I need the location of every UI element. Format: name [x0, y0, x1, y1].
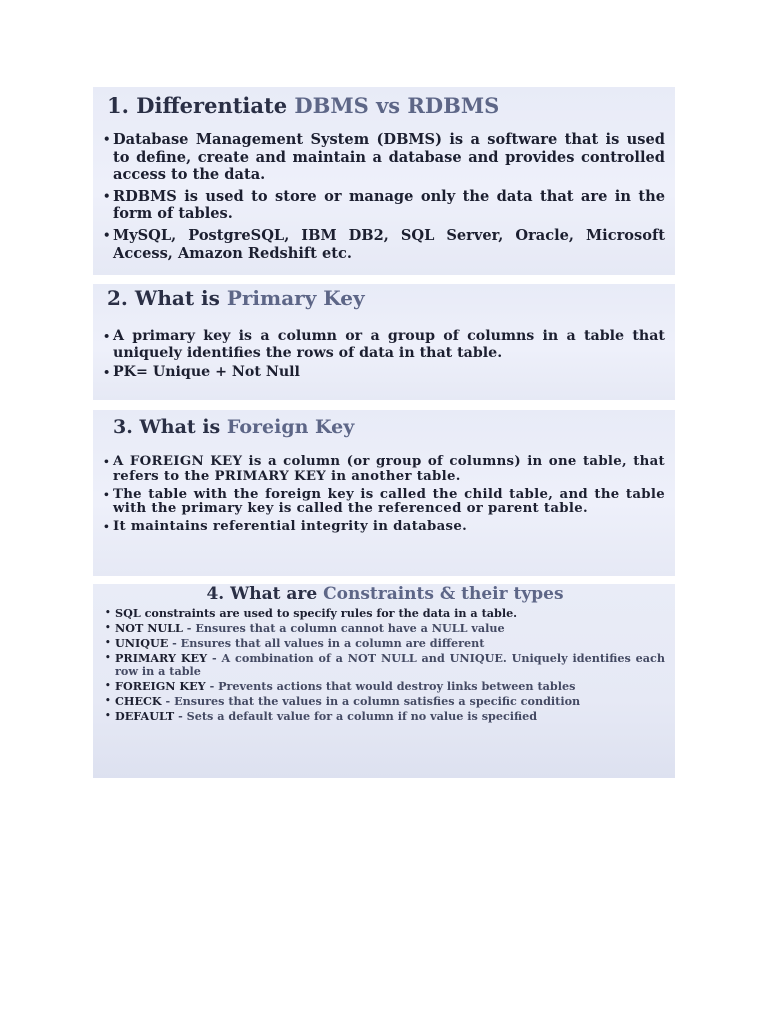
slide-title	[107, 91, 665, 121]
constraint-term: CHECK	[115, 694, 162, 708]
bullet-text: MySQL, PostgreSQL, IBM DB2, SQL Server, Oracle, Microsoft Access, Amazon Redshift etc.	[113, 226, 665, 262]
slide-title	[105, 584, 665, 604]
bullet-icon: •	[103, 329, 111, 343]
slide-primary-key	[93, 284, 675, 400]
bullet-item	[103, 519, 665, 535]
bullet-item	[103, 364, 665, 381]
bullet-item	[105, 636, 665, 650]
slide-title	[113, 413, 665, 441]
title-number: 1.	[107, 93, 129, 118]
bullet-icon: •	[105, 653, 111, 663]
bullet-item	[103, 187, 665, 223]
bullet-item	[103, 226, 665, 262]
bullet-icon: •	[105, 711, 111, 721]
bullet-item	[103, 454, 665, 485]
constraint-term: NOT NULL	[115, 621, 183, 635]
bullet-icon: •	[105, 681, 111, 691]
bullet-icon: •	[105, 623, 111, 633]
slide-foreign-key	[93, 410, 675, 576]
constraint-term: DEFAULT	[115, 709, 175, 723]
bullet-icon: •	[105, 696, 111, 706]
bullet-icon: •	[103, 132, 111, 146]
bullet-icon: •	[103, 188, 111, 203]
bullet-list	[105, 607, 665, 723]
bullet-list	[103, 454, 665, 535]
bullet-item	[105, 651, 665, 678]
bullet-item	[105, 621, 665, 635]
bullet-list	[103, 328, 665, 381]
bullet-text: SQL constraints are used to specify rules for the data in a table.	[115, 606, 518, 620]
bullet-icon: •	[103, 227, 111, 242]
bullet-text: It maintains referential integrity in database.	[113, 519, 468, 535]
bullet-item	[105, 694, 665, 708]
constraint-term: PRIMARY KEY	[115, 651, 208, 665]
constraint-term: UNIQUE	[115, 636, 169, 650]
constraint-description: - Prevents actions that would destroy links between tables	[205, 679, 576, 693]
bullet-icon: •	[103, 520, 111, 534]
slide-title	[107, 284, 665, 312]
title-highlight: DBMS vs RDBMS	[294, 93, 500, 118]
constraint-description: - Ensures that all values in a column are different	[168, 636, 485, 650]
bullet-item	[105, 679, 665, 693]
bullet-icon: •	[103, 455, 111, 468]
bullet-list	[103, 131, 665, 262]
title-number: 3.	[113, 416, 133, 438]
title-text: What is	[139, 416, 221, 438]
bullet-item	[103, 131, 665, 184]
bullet-text: RDBMS is used to store or manage only the data that are in the form of tables.	[113, 187, 665, 223]
slide-constraints	[93, 584, 675, 778]
title-number: 2.	[107, 286, 128, 310]
bullet-icon: •	[105, 638, 111, 648]
constraint-description: - A combination of a NOT NULL and UNIQUE. Uniquely identifies each row in a table	[115, 651, 665, 678]
bullet-icon: •	[103, 487, 111, 501]
bullet-text: PK= Unique + Not Null	[113, 364, 300, 380]
bullet-icon: •	[105, 608, 111, 618]
bullet-text: A FOREIGN KEY is a column (or group of columns) in one table, that refers to the PRIMARY KEY in another table.	[113, 454, 665, 484]
bullet-item	[103, 486, 665, 518]
title-text: What is	[134, 286, 220, 310]
title-text: Differentiate	[136, 93, 288, 118]
constraint-description: - Ensures that a column cannot have a NULL value	[182, 621, 505, 635]
title-highlight: Constraints & their types	[323, 584, 564, 604]
bullet-item	[105, 709, 665, 723]
slide-dbms-vs-rdbms	[93, 87, 675, 275]
bullet-item	[103, 328, 665, 362]
bullet-text: The table with the foreign key is called the child table, and the table with the primary key is called the referenced or parent table.	[113, 486, 665, 517]
bullet-text: A primary key is a column or a group of columns in a table that uniquely identifies the rows of data in that table.	[113, 328, 665, 361]
title-text: What are	[230, 584, 318, 604]
constraint-description: - Sets a default value for a column if no value is specified	[174, 709, 538, 723]
title-highlight: Foreign Key	[226, 416, 355, 438]
bullet-text: Database Management System (DBMS) is a software that is used to define, create and maintain a database and provides controlled access to the data.	[113, 131, 665, 184]
bullet-icon: •	[103, 365, 111, 379]
title-highlight: Primary Key	[226, 286, 365, 310]
title-number: 4.	[206, 584, 225, 604]
bullet-item	[105, 606, 665, 620]
constraint-description: - Ensures that the values in a column satisfies a specific condition	[161, 694, 581, 708]
constraint-term: FOREIGN KEY	[115, 679, 206, 693]
